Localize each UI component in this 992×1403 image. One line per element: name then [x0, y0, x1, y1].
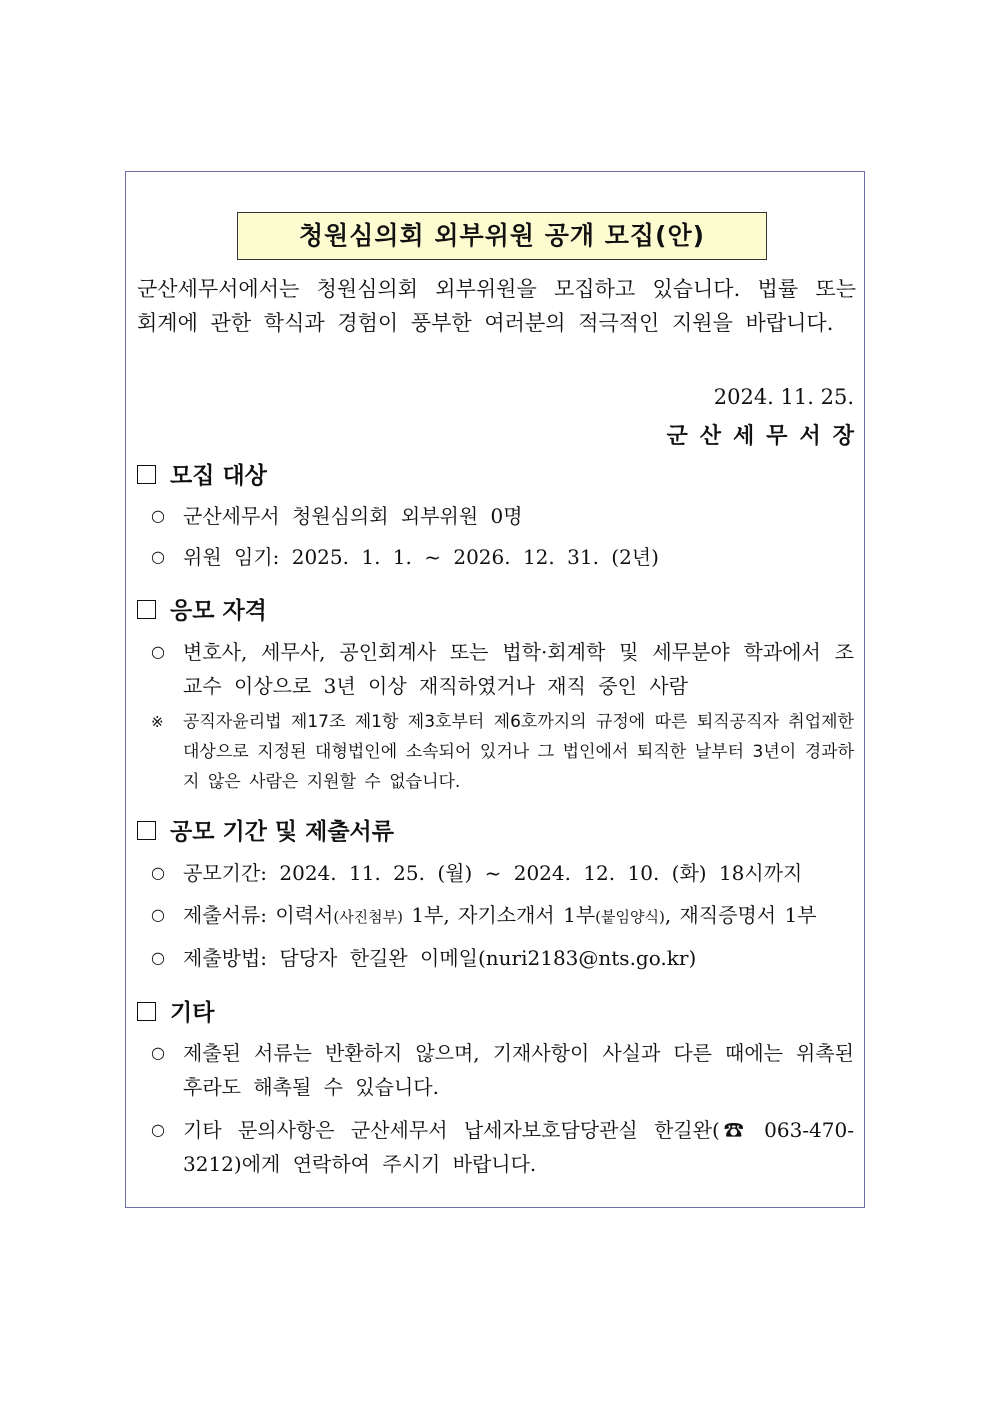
- list-item: [151, 540, 854, 574]
- list-item: [151, 1036, 854, 1104]
- circle-bullet-icon: ○: [151, 506, 165, 525]
- recruit-item-2: 위원 임기: 2025. 1. 1. ~ 2026. 12. 31. (2년): [183, 545, 659, 569]
- list-item: [151, 941, 854, 975]
- section-recruit-heading: [137, 457, 267, 490]
- qualification-item-1: 변호사, 세무사, 공인회계사 또는 법학·회계학 및 세무분야 학과에서 조교수 이상으로 3년 이상 재직하였거나 재직 중인 사람: [183, 640, 854, 698]
- notice-title: 청원심의회 외부위원 공개 모집(안): [237, 212, 767, 260]
- circle-bullet-icon: ○: [151, 1120, 165, 1139]
- circle-bullet-icon: ○: [151, 905, 165, 924]
- circle-bullet-icon: ○: [151, 1043, 165, 1062]
- list-item: [151, 856, 854, 890]
- qualification-note: [151, 707, 854, 797]
- checkbox-icon: [137, 600, 156, 619]
- section-qualification-title: 응모 자격: [170, 597, 267, 624]
- list-item: [151, 898, 854, 934]
- section-recruit-title: 모집 대상: [170, 462, 267, 489]
- circle-bullet-icon: ○: [151, 948, 165, 967]
- section-period-heading: [137, 813, 394, 846]
- circle-bullet-icon: ○: [151, 863, 165, 882]
- section-period-title: 공모 기간 및 제출서류: [170, 818, 394, 845]
- qualification-note-text: 공직자윤리법 제17조 제1항 제3호부터 제6호까지의 규정에 따른 퇴직공직자 취업제한 대상으로 지정된 대형법인에 소속되어 있거나 그 법인에서 퇴직한 날부터 3년이 경과하지 않은 사람은 지원할 수 없습니다.: [183, 712, 854, 792]
- notice-frame: [125, 171, 865, 1208]
- list-item: [151, 499, 854, 533]
- section-qualification-heading: [137, 592, 267, 625]
- reference-mark-icon: ※: [151, 713, 164, 731]
- list-item: [151, 1113, 854, 1181]
- intro-paragraph: 군산세무서에서는 청원심의회 외부위원을 모집하고 있습니다. 법률 또는 회계에 관한 학식과 경험이 풍부한 여러분의 적극적인 지원을 바랍니다.: [137, 277, 856, 335]
- section-etc-title: 기타: [170, 999, 215, 1026]
- notice-date: 2024. 11. 25.: [713, 385, 854, 409]
- issuing-office: 군산세무서장: [666, 423, 866, 449]
- recruit-item-1: 군산세무서 청원심의회 외부위원 0명: [183, 504, 523, 528]
- circle-bullet-icon: ○: [151, 642, 165, 661]
- list-item: [151, 635, 854, 703]
- period-item-3: 제출방법: 담당자 한길완 이메일(nuri2183@nts.go.kr): [183, 946, 697, 970]
- circle-bullet-icon: ○: [151, 547, 165, 566]
- etc-item-1: 제출된 서류는 반환하지 않으며, 기재사항이 사실과 다른 때에는 위촉된 후라도 해촉될 수 있습니다.: [183, 1041, 854, 1099]
- period-item-2: 제출서류: 이력서(사진첨부) 1부, 자기소개서 1부(붙임양식), 재직증명서 1부: [183, 903, 817, 927]
- etc-item-2: 기타 문의사항은 군산세무서 납세자보호담당관실 한길완(☎ 063-470-3212)에게 연락하여 주시기 바랍니다.: [183, 1118, 854, 1176]
- checkbox-icon: [137, 821, 156, 840]
- checkbox-icon: [137, 465, 156, 484]
- period-item-1: 공모기간: 2024. 11. 25. (월) ~ 2024. 12. 10. (화) 18시까지: [183, 861, 803, 885]
- checkbox-icon: [137, 1002, 156, 1021]
- section-etc-heading: [137, 994, 214, 1027]
